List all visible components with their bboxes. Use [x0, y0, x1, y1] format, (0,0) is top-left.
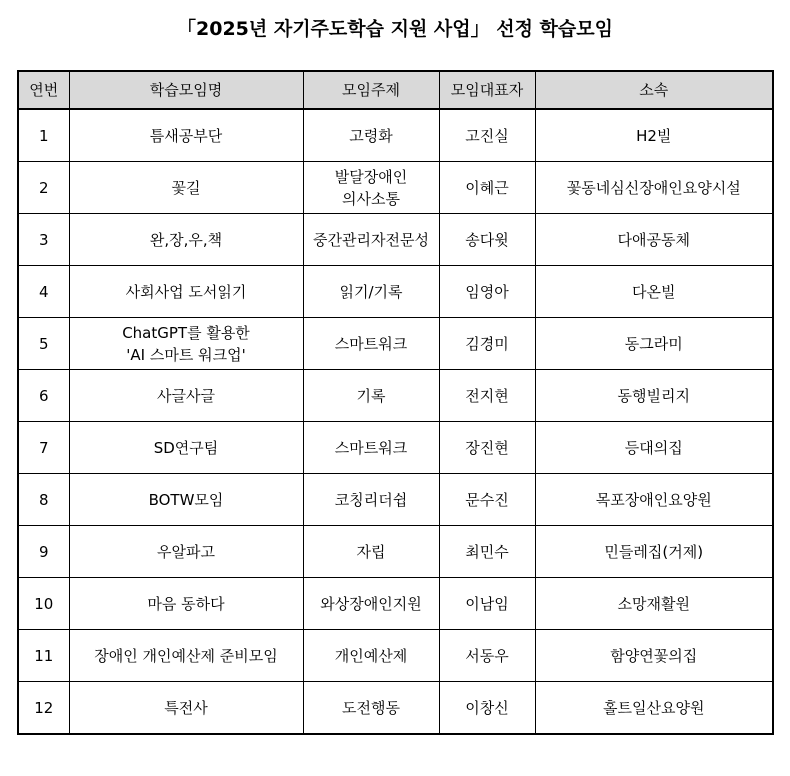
cell-leader: 최민수 — [439, 526, 535, 578]
cell-group-name — [69, 578, 303, 630]
cell-no: 9 — [18, 526, 69, 578]
cell-topic — [303, 630, 439, 682]
cell-group-name — [69, 682, 303, 735]
cell-no: 5 — [18, 318, 69, 370]
cell-group-name-line: 꽃길 — [171, 178, 201, 197]
cell-group-name — [69, 422, 303, 474]
table-row — [18, 578, 773, 630]
table-row — [18, 474, 773, 526]
table-row — [18, 526, 773, 578]
cell-no: 7 — [18, 422, 69, 474]
cell-affiliation: 꽃동네심신장애인요양시설 — [535, 162, 773, 214]
header-affiliation: 소속 — [535, 71, 773, 109]
cell-leader: 이혜근 — [439, 162, 535, 214]
table-header-row — [18, 71, 773, 109]
cell-topic — [303, 162, 439, 214]
cell-leader: 송다윗 — [439, 214, 535, 266]
cell-no: 3 — [18, 214, 69, 266]
cell-group-name — [69, 370, 303, 422]
cell-topic-line: 스마트워크 — [334, 438, 408, 457]
cell-topic-line: 읽기/기록 — [339, 282, 403, 301]
study-group-table — [17, 70, 774, 735]
cell-topic — [303, 526, 439, 578]
cell-affiliation: 동행빌리지 — [535, 370, 773, 422]
cell-no: 8 — [18, 474, 69, 526]
table-row — [18, 318, 773, 370]
cell-topic-line: 와상장애인지원 — [320, 594, 422, 613]
cell-group-name-line: 마음 동하다 — [147, 594, 225, 613]
cell-leader: 장진현 — [439, 422, 535, 474]
cell-topic-line: 개인예산제 — [334, 646, 408, 665]
cell-group-name — [69, 109, 303, 162]
cell-topic-line: 고령화 — [349, 126, 393, 145]
cell-topic — [303, 422, 439, 474]
cell-topic-line: 의사소통 — [342, 189, 400, 208]
cell-affiliation: 민들레집(거제) — [535, 526, 773, 578]
cell-leader: 이창신 — [439, 682, 535, 735]
cell-leader: 서동우 — [439, 630, 535, 682]
cell-leader: 문수진 — [439, 474, 535, 526]
cell-group-name-line: 사회사업 도서읽기 — [125, 282, 247, 301]
cell-no: 2 — [18, 162, 69, 214]
table-row — [18, 214, 773, 266]
page-title: 「2025년 자기주도학습 지원 사업」 선정 학습모임 — [177, 18, 613, 40]
cell-group-name-line: BOTW모임 — [148, 490, 224, 509]
cell-topic-line: 코칭리더쉽 — [334, 490, 408, 509]
cell-group-name-line: SD연구팀 — [153, 438, 219, 457]
table-row — [18, 422, 773, 474]
table-row — [18, 630, 773, 682]
cell-leader: 고진실 — [439, 109, 535, 162]
cell-group-name-line: 우알파고 — [157, 542, 215, 561]
cell-group-name — [69, 214, 303, 266]
cell-affiliation: 함양연꽃의집 — [535, 630, 773, 682]
header-no: 연번 — [18, 71, 69, 109]
cell-affiliation: 동그라미 — [535, 318, 773, 370]
cell-no: 4 — [18, 266, 69, 318]
cell-no: 11 — [18, 630, 69, 682]
header-topic: 모임주제 — [303, 71, 439, 109]
cell-topic — [303, 318, 439, 370]
cell-topic-line: 스마트워크 — [334, 334, 408, 353]
cell-topic-line: 도전행동 — [342, 698, 400, 717]
cell-group-name — [69, 162, 303, 214]
cell-topic — [303, 214, 439, 266]
cell-topic — [303, 682, 439, 735]
cell-leader: 전지현 — [439, 370, 535, 422]
cell-affiliation: 홀트일산요양원 — [535, 682, 773, 735]
cell-group-name — [69, 526, 303, 578]
cell-group-name-line: 장애인 개인예산제 준비모임 — [94, 646, 278, 665]
cell-group-name-line: 사글사글 — [157, 386, 215, 405]
cell-topic — [303, 578, 439, 630]
table-row — [18, 370, 773, 422]
table-row — [18, 109, 773, 162]
table-row — [18, 682, 773, 735]
cell-no: 6 — [18, 370, 69, 422]
cell-group-name-line: 완,장,우,책 — [149, 230, 223, 249]
cell-leader: 임영아 — [439, 266, 535, 318]
header-leader: 모임대표자 — [439, 71, 535, 109]
table-row — [18, 162, 773, 214]
cell-topic — [303, 370, 439, 422]
cell-affiliation: 소망재활원 — [535, 578, 773, 630]
cell-group-name-line: 틈새공부단 — [149, 126, 223, 145]
cell-leader: 이남임 — [439, 578, 535, 630]
cell-group-name — [69, 266, 303, 318]
cell-no: 10 — [18, 578, 69, 630]
cell-affiliation: 등대의집 — [535, 422, 773, 474]
cell-group-name — [69, 318, 303, 370]
cell-affiliation: H2빌 — [535, 109, 773, 162]
cell-affiliation: 다애공동체 — [535, 214, 773, 266]
cell-topic-line: 중간관리자전문성 — [313, 230, 429, 249]
table-row — [18, 266, 773, 318]
cell-topic — [303, 109, 439, 162]
cell-group-name-line: ChatGPT를 활용한 — [122, 323, 250, 342]
table-body — [18, 109, 773, 734]
cell-topic — [303, 474, 439, 526]
cell-leader: 김경미 — [439, 318, 535, 370]
cell-affiliation: 다온빌 — [535, 266, 773, 318]
cell-no: 1 — [18, 109, 69, 162]
cell-group-name — [69, 630, 303, 682]
cell-topic — [303, 266, 439, 318]
cell-group-name-line: 'AI 스마트 워크업' — [126, 345, 246, 364]
cell-topic-line: 기록 — [356, 386, 386, 405]
cell-no: 12 — [18, 682, 69, 735]
cell-topic-line: 발달장애인 — [334, 167, 408, 186]
cell-group-name-line: 특전사 — [164, 698, 208, 717]
header-group-name: 학습모임명 — [69, 71, 303, 109]
cell-group-name — [69, 474, 303, 526]
cell-affiliation: 목포장애인요양원 — [535, 474, 773, 526]
cell-topic-line: 자립 — [356, 542, 386, 561]
